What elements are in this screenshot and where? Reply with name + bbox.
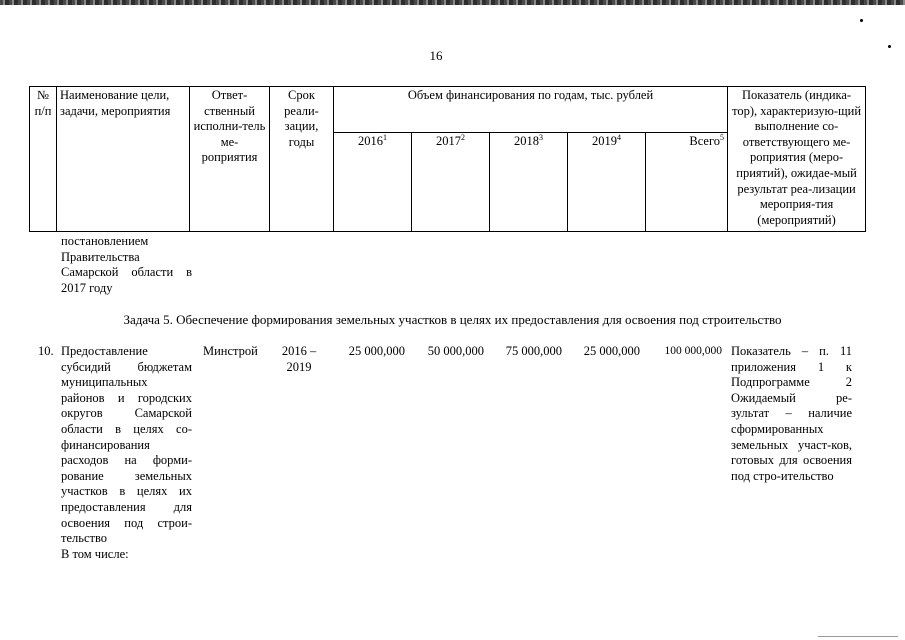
row-name [61, 344, 192, 562]
row-name-text: Предоставление субсидий бюджетам муниципальных районов и городских округов Самарской области в целях со-финансирования расходов на форми-рование земельных участков в целях их предоставления для освоения под строи-тельство [61, 344, 192, 546]
scan-speck [888, 45, 891, 48]
header-term: Срок реали-зации, годы [270, 87, 334, 232]
row-number: 10. [38, 344, 54, 358]
scan-edge [0, 0, 905, 5]
row-value-2018: 75 000,000 [505, 344, 562, 358]
row-term: 2016 – 2019 [281, 344, 317, 374]
header-year: 2019$^4$ [568, 133, 646, 232]
header-num: № п/п [30, 87, 57, 232]
header-year: 2018$^3$ [490, 133, 568, 232]
header-funding: Объем финансирования по годам, тыс. рублей [334, 87, 728, 133]
row-responsible: Минстрой [203, 344, 258, 358]
header-year: 2016$^1$ [334, 133, 412, 232]
row-value-2017: 50 000,000 [427, 344, 484, 358]
scan-speck [860, 19, 863, 22]
task-title: Задача 5. Обеспечение формирования земельных участков в целях их предоставления для освоения под строительство [123, 312, 782, 327]
row-value-2019: 25 000,000 [583, 344, 640, 358]
row-name-suffix: В том числе: [61, 546, 129, 561]
header-name: Наименование цели, задачи, мероприятия [57, 87, 190, 232]
continued-text: постановлением Правительства Самарской области в 2017 году [61, 234, 192, 295]
row-indicator: Показатель – п. 11 приложения 1 к Подпрограмме 2 Ожидаемый ре-зультат – наличие сформированных земельных участ-ков, готовых для освоения под стро-ительство [731, 344, 852, 483]
header-responsible: Ответ-ственный исполни-тель ме-роприятия [190, 87, 270, 232]
row-value-2016: 25 000,000 [348, 344, 405, 358]
header-total: Всего$^5$ [646, 133, 728, 232]
header-indicator: Показатель (индика-тор), характеризую-щий выполнение со-ответствующего ме-роприятия (меро-приятий), ожидае-мый результат реа-лизации мероприя-тия (мероприятий) [728, 87, 866, 232]
row-value-total: 100 000,000 [664, 345, 722, 357]
header-table [29, 86, 866, 232]
header-year: 2017$^2$ [412, 133, 490, 232]
scan-edge-bottom [818, 636, 898, 637]
page-number: 16 [429, 48, 443, 63]
